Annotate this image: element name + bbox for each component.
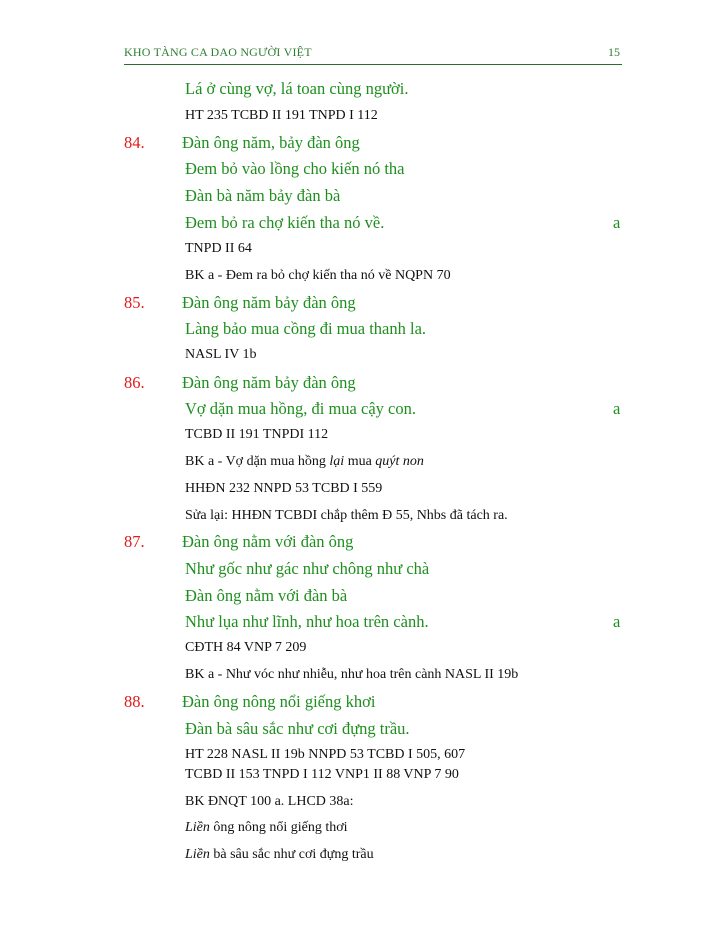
source-line: HT 235 TCBD II 191 TNPD I 112 (185, 108, 378, 123)
verse-line: Đàn bà năm bảy đàn bà (185, 186, 341, 205)
page-number: 15 (608, 45, 620, 59)
variant-line (185, 820, 348, 836)
variant-text: bà sâu sắc như cơi đựng trầu (209, 847, 374, 862)
source-line: HHĐN 232 NNPD 53 TCBD I 559 (185, 481, 383, 496)
entry-number: 84. (124, 133, 145, 152)
verse-line: Đem bỏ vào lồng cho kiến nó tha (185, 159, 405, 178)
verse-line: Đàn ông nông nổi giếng khơi (182, 692, 376, 711)
verse-line: Như lụa như lĩnh, như hoa trên cành. (185, 612, 429, 631)
entry-number: 87. (124, 532, 145, 551)
entry-number: 85. (124, 293, 145, 312)
variant-line: BK a - Đem ra bỏ chợ kiến tha nó về NQPN 70 (185, 268, 451, 283)
variant-marker: a (613, 399, 621, 418)
verse-line: Đem bỏ ra chợ kiến tha nó về. (185, 213, 385, 232)
entry-number: 86. (124, 373, 145, 392)
verse-line: Lá ở cùng vợ, lá toan cùng người. (185, 79, 409, 98)
verse-line: Đàn ông năm bảy đàn ông (182, 293, 356, 312)
book-title: KHO TÀNG CA DAO NGƯỜI VIỆT (124, 45, 312, 59)
variant-italic: lại (329, 454, 345, 469)
source-line: TNPD II 64 (185, 241, 252, 256)
variant-line: BK a - Như vóc như nhiễu, như hoa trên cành NASL II 19b (185, 667, 519, 682)
variant-line (185, 847, 374, 863)
entry-number: 88. (124, 692, 145, 711)
variant-line: BK ĐNQT 100 a. LHCD 38a: (185, 794, 354, 809)
variant-text: BK a - Vợ dặn mua hồng (185, 454, 330, 469)
variant-text: ông nông nổi giếng thơi (209, 820, 348, 835)
verse-line: Đàn ông năm bảy đàn ông (182, 373, 356, 392)
verse-line: Như gốc như gác như chông như chà (185, 559, 430, 578)
verse-line: Đàn ông nằm với đàn bà (185, 586, 348, 605)
variant-line (185, 454, 424, 470)
verse-line: Đàn ông nằm với đàn ông (182, 532, 354, 551)
source-line: CĐTH 84 VNP 7 209 (185, 640, 307, 655)
source-line: NASL IV 1b (185, 347, 257, 362)
verse-line: Đàn ông năm, bảy đàn ông (182, 133, 360, 152)
note-line: Sửa lại: HHĐN TCBDI chắp thêm Đ 55, Nhbs đã tách ra. (185, 508, 508, 523)
source-line: HT 228 NASL II 19b NNPD 53 TCBD I 505, 607 (185, 747, 466, 762)
source-line: TCBD II 191 TNPDI 112 (185, 427, 329, 442)
page-header (124, 44, 622, 65)
variant-marker: a (613, 612, 621, 631)
verse-line: Đàn bà sâu sắc như cơi đựng trầu. (185, 719, 410, 738)
verse-line: Làng bảo mua cồng đi mua thanh la. (185, 319, 427, 338)
variant-italic: quýt non (375, 454, 424, 469)
variant-text: mua (344, 454, 376, 469)
variant-marker: a (613, 213, 621, 232)
variant-italic: Liền (185, 847, 210, 862)
variant-italic: Liền (185, 820, 210, 835)
source-line: TCBD II 153 TNPD I 112 VNP1 II 88 VNP 7 90 (185, 767, 459, 782)
verse-line: Vợ dặn mua hồng, đi mua cậy con. (185, 399, 416, 418)
